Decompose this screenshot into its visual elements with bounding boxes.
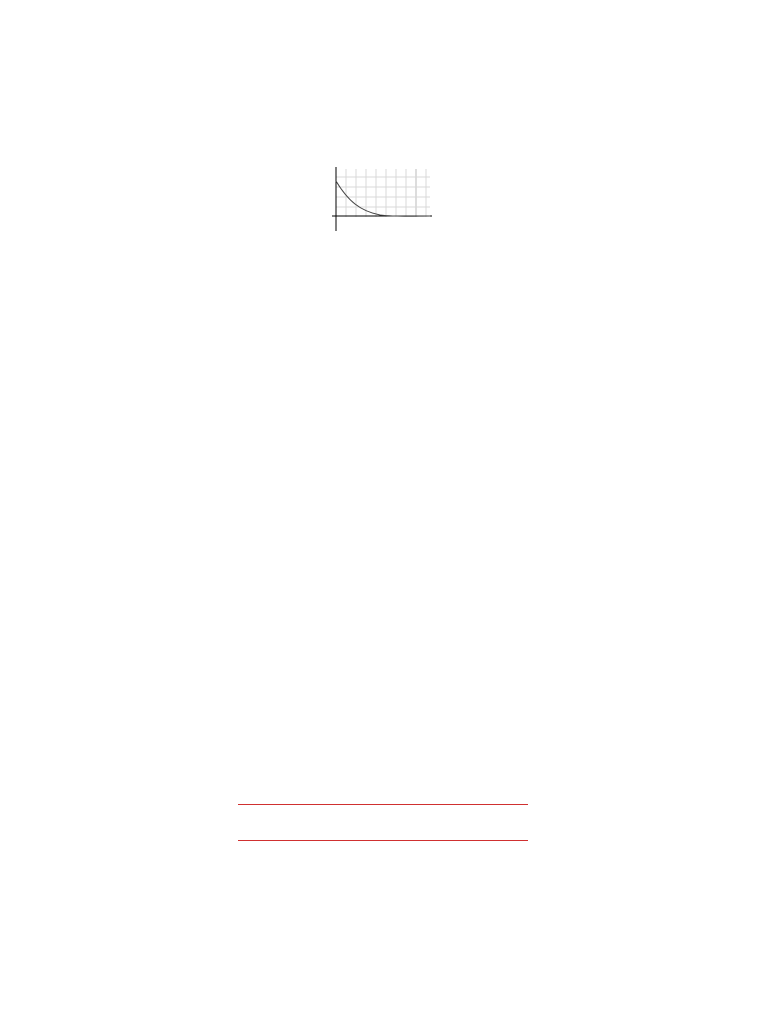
equilibrium-plot-ratio-5: [138, 909, 244, 973]
equilibrium-plot-ratio-0: [522, 909, 628, 973]
equilibrium-plot-ratio-1: [398, 909, 504, 973]
highlight-rule-top: [238, 804, 528, 805]
highlight-rule-bottom: [238, 840, 528, 841]
equilibrium-plot-ratio-2: [262, 909, 368, 973]
parent-decay-plot: [330, 163, 436, 235]
plot-grid: [336, 169, 430, 217]
